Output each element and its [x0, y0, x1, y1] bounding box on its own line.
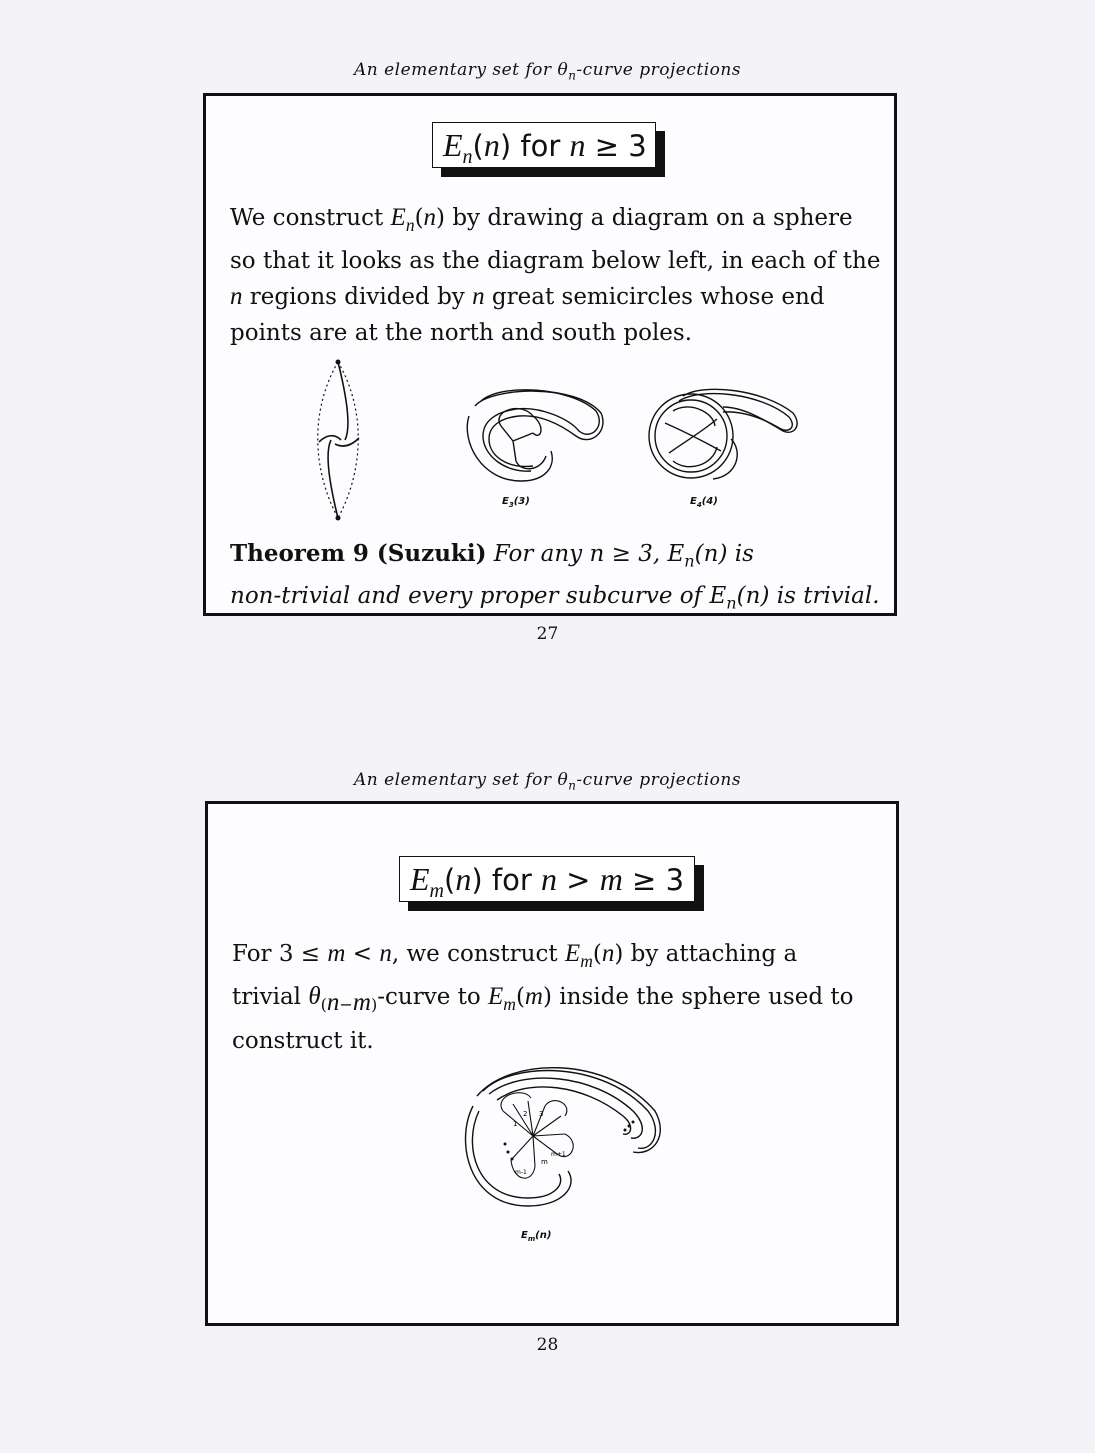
em-inner-label: m-1 [515, 1169, 527, 1176]
theorem-9: Theorem 9 (Suzuki) For any n ≥ 3, $E_n(n)$ is non-trivial and every proper subcurve of $E_n(n)$ is trivial. [230, 540, 880, 613]
e4-figure [643, 381, 803, 486]
e3-label: $E_3(3)$ [502, 496, 530, 509]
em-figure [453, 1056, 668, 1216]
page-number-27: 27 [536, 624, 559, 644]
slide-title: $E_n(n)$ for n ≥ 3 [432, 122, 656, 168]
page-number-28: 28 [536, 1335, 559, 1355]
intro-paragraph: We construct $E_n(n)$ by drawing a diagram on a sphere so that it looks as the diagram below left, in each of the n regions divided by n great semicircles whose end points are at the north and south poles. [230, 204, 881, 346]
em-inner-label: m+1 [551, 1151, 566, 1158]
slide-27 [203, 93, 897, 616]
running-head-bottom: An elementary set for $\theta_n$-curve projections [353, 770, 742, 793]
slide-title: $E_m(n)$ for n > m ≥ 3 [399, 856, 695, 902]
slide-28 [205, 801, 899, 1326]
em-inner-label: 3 [539, 1110, 544, 1118]
e3-figure [461, 381, 606, 486]
construction-paragraph: For 3 ≤ m < n, we construct $E_m(n)$ by attaching a trivial $\theta_{(n-m)}$-curve to $E_m(m)$ inside the sphere used to construct it. [232, 940, 854, 1054]
em-inner-label: 1 [513, 1120, 518, 1128]
e4-label: $E_4(4)$ [690, 496, 718, 509]
em-label: $E_m(n)$ [521, 1230, 552, 1243]
sphere-segment-diagram [301, 358, 381, 522]
em-inner-label: 2 [523, 1110, 528, 1118]
em-inner-label: m [541, 1158, 548, 1166]
running-head-top: An elementary set for $\theta_n$-curve projections [353, 60, 742, 83]
